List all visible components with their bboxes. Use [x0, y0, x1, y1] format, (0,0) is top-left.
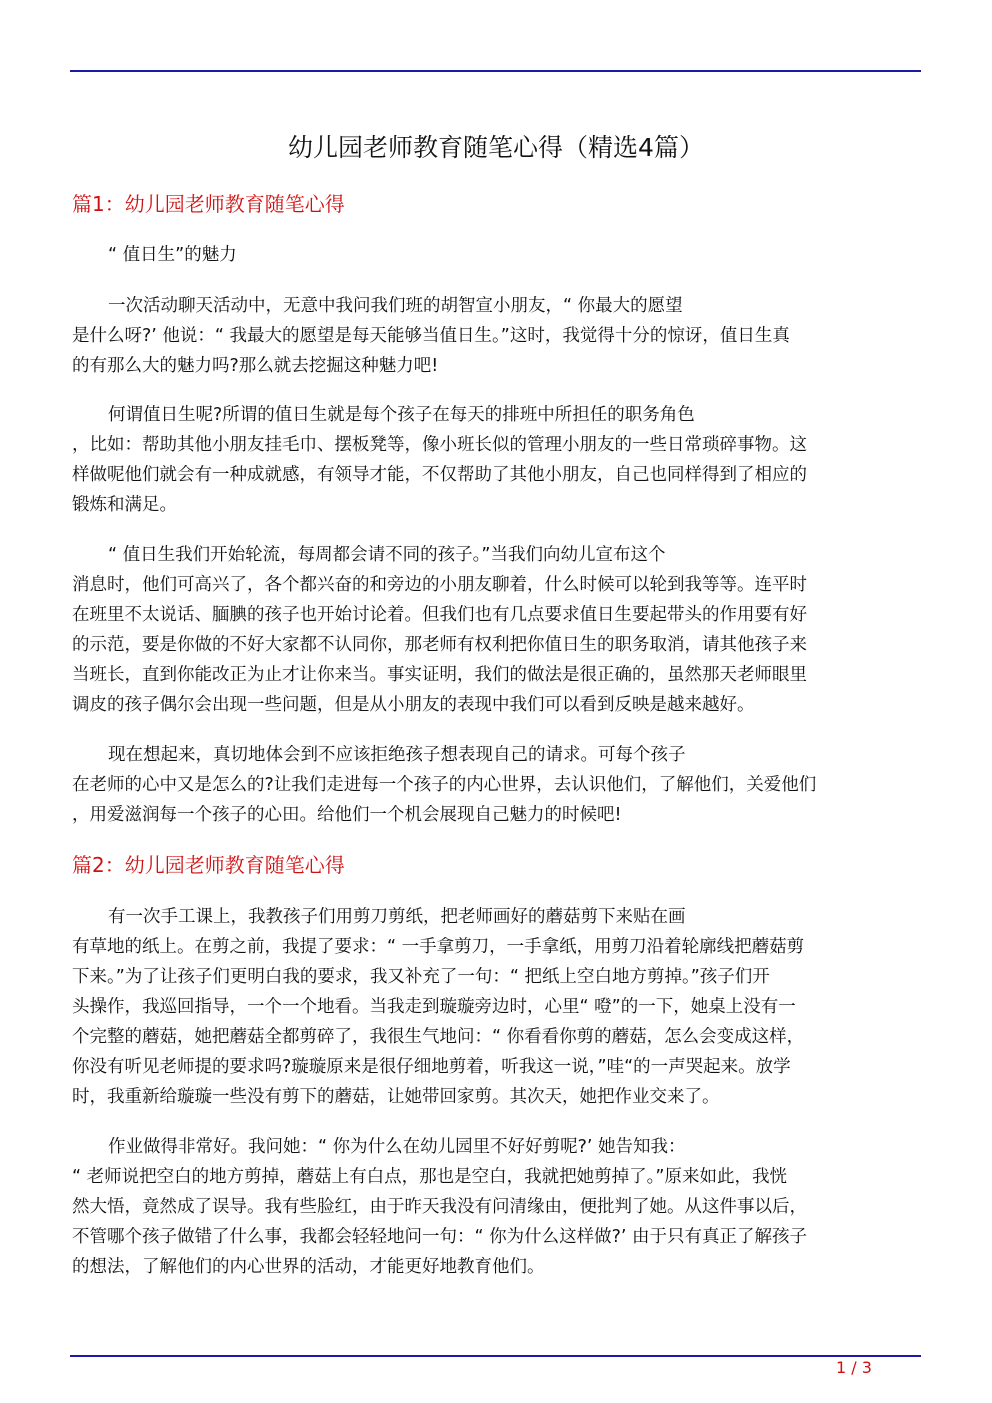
- paragraph-line: 样做呢他们就会有一种成就感，有领导才能，不仅帮助了其他小朋友，自己也同样得到了相应的: [72, 465, 807, 485]
- section-heading: 篇2：幼儿园老师教育随笔心得: [72, 853, 345, 877]
- paragraph-line: 何谓值日生呢?所谓的值日生就是每个孩子在每天的排班中所担任的职务角色: [108, 405, 695, 425]
- paragraph-line: 下来。”为了让孩子们更明白我的要求，我又补充了一句：“ 把纸上空白地方剪掉。”孩子们开: [72, 967, 770, 987]
- paragraph-line: 的有那么大的魅力吗?那么就去挖掘这种魅力吧!: [72, 356, 439, 376]
- paragraph-line: 有一次手工课上，我教孩子们用剪刀剪纸，把老师画好的蘑菇剪下来贴在画: [108, 907, 686, 927]
- document-title: 幼儿园老师教育随笔心得（精选4篇）: [288, 133, 704, 162]
- paragraph-line: ，比如：帮助其他小朋友挂毛巾、摆板凳等，像小班长似的管理小朋友的一些日常琐碎事物。这: [72, 435, 807, 455]
- paragraph-line: “ 老师说把空白的地方剪掉，蘑菇上有白点，那也是空白，我就把她剪掉了。”原来如此，我恍: [72, 1167, 787, 1187]
- paragraph-line: 调皮的孩子偶尔会出现一些问题，但是从小朋友的表现中我们可以看到反映是越来越好。: [72, 695, 755, 715]
- section-heading: 篇1：幼儿园老师教育随笔心得: [72, 192, 345, 216]
- paragraph-line: 的想法，了解他们的内心世界的活动，才能更好地教育他们。: [72, 1257, 545, 1277]
- paragraph-line: 的示范，要是你做的不好大家都不认同你，那老师有权利把你值日生的职务取消，请其他孩子来: [72, 635, 807, 655]
- paragraph-line: 锻炼和满足。: [72, 495, 177, 515]
- paragraph-line: 现在想起来，真切地体会到不应该拒绝孩子想表现自己的请求。可每个孩子: [108, 745, 686, 765]
- paragraph-line: 消息时，他们可高兴了，各个都兴奋的和旁边的小朋友聊着，什么时候可以轮到我等等。连平时: [72, 575, 807, 595]
- paragraph-line: 有草地的纸上。在剪之前，我提了要求：“ 一手拿剪刀，一手拿纸，用剪刀沿着轮廓线把蘑菇剪: [72, 937, 805, 957]
- paragraph-line: “ 值日生”的魅力: [108, 245, 237, 265]
- paragraph-line: 时，我重新给璇璇一些没有剪下的蘑菇，让她带回家剪。其次天，她把作业交来了。: [72, 1087, 720, 1107]
- paragraph-line: 在老师的心中又是怎么的?让我们走进每一个孩子的内心世界，去认识他们，了解他们，关爱他们: [72, 775, 817, 795]
- page-number: 1 / 3: [836, 1358, 872, 1377]
- paragraph-line: 在班里不太说话、腼腆的孩子也开始讨论着。但我们也有几点要求值日生要起带头的作用要有好: [72, 605, 807, 625]
- paragraph-line: “ 值日生我们开始轮流，每周都会请不同的孩子。”当我们向幼儿宣布这个: [108, 545, 666, 565]
- paragraph-line: 一次活动聊天活动中，无意中我问我们班的胡智宣小朋友，“ 你最大的愿望: [108, 296, 683, 316]
- paragraph-line: 个完整的蘑菇，她把蘑菇全都剪碎了，我很生气地问：“ 你看看你剪的蘑菇，怎么会变成这样，: [72, 1027, 805, 1047]
- footer-rule: [70, 1355, 921, 1357]
- header-rule: [70, 70, 921, 72]
- paragraph-line: 当班长，直到你能改正为止才让你来当。事实证明，我们的做法是很正确的，虽然那天老师眼里: [72, 665, 807, 685]
- paragraph-line: 作业做得非常好。我问她：“ 你为什么在幼儿园里不好好剪呢?’ 她告知我：: [108, 1137, 686, 1157]
- paragraph-line: ，用爱滋润每一个孩子的心田。给他们一个机会展现自己魅力的时候吧!: [72, 805, 622, 825]
- paragraph-line: 然大悟，竟然成了误导。我有些脸红，由于昨天我没有问清缘由，便批判了她。从这件事以后，: [72, 1197, 807, 1217]
- paragraph-line: 是什么呀?’ 他说：“ 我最大的愿望是每天能够当值日生。”这时，我觉得十分的惊讶，值日生真: [72, 326, 790, 346]
- paragraph-line: 头操作，我巡回指导，一个一个地看。当我走到璇璇旁边时，心里“ 噔”的一下，她桌上没有一: [72, 997, 796, 1017]
- paragraph-line: 不管哪个孩子做错了什么事，我都会轻轻地问一句：“ 你为什么这样做?’ 由于只有真正了解孩子: [72, 1227, 808, 1247]
- paragraph-line: 你没有听见老师提的要求吗?璇璇原来是很仔细地剪着，听我这一说，”哇“的一声哭起来。放学: [72, 1057, 791, 1077]
